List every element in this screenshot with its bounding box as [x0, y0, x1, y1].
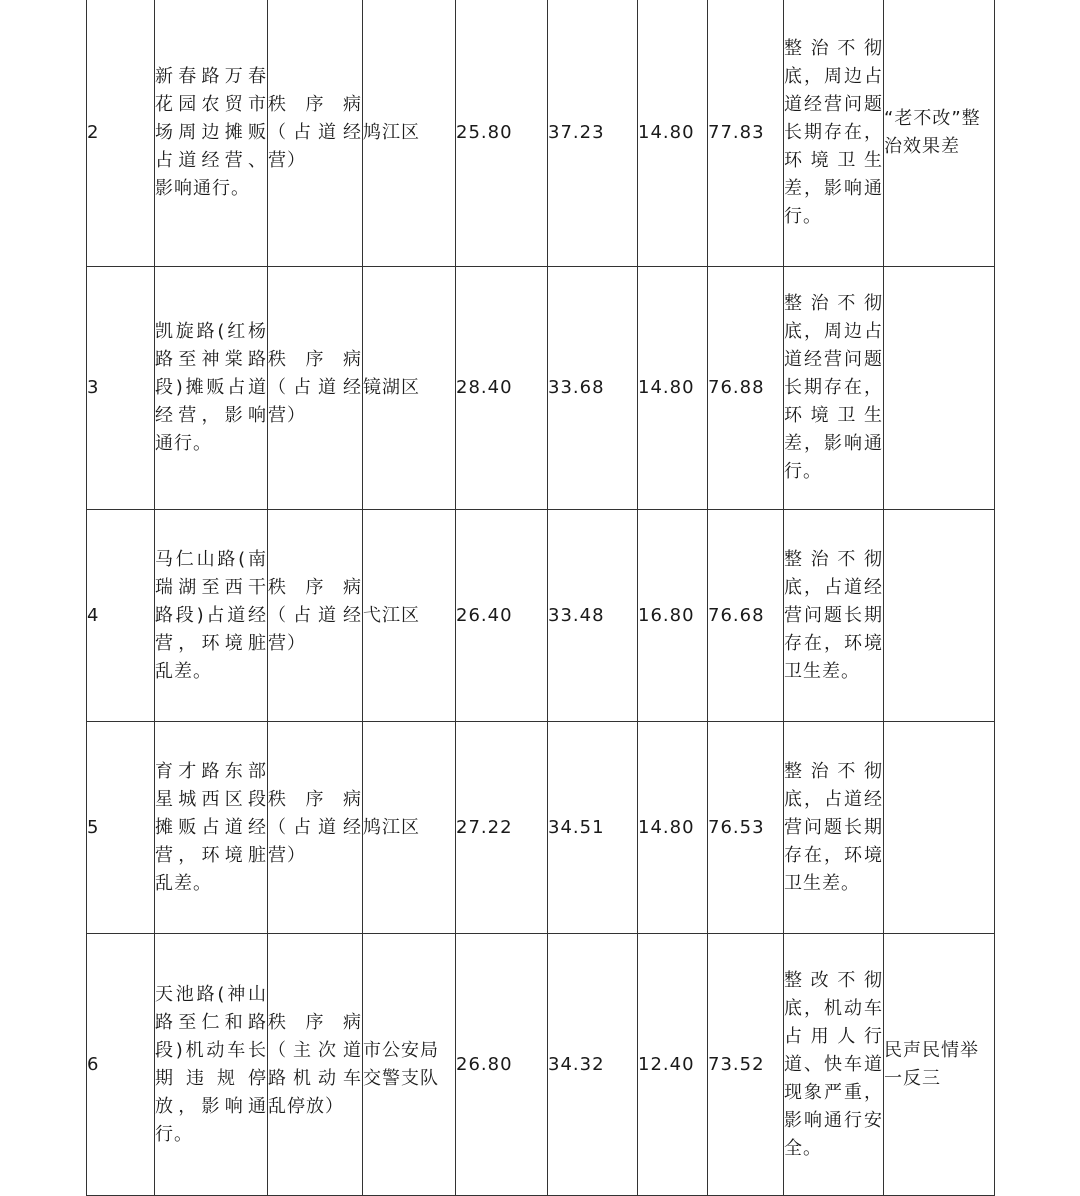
issue-type-cell: 秩序病（占道经营）: [268, 0, 363, 267]
row-number: 5: [87, 722, 155, 934]
total-score-cell: 76.88: [708, 267, 784, 510]
score-1-cell: 26.40: [456, 510, 548, 722]
total-score-cell: 77.83: [708, 0, 784, 267]
score-1-cell: 25.80: [456, 0, 548, 267]
note-cell: [884, 722, 995, 934]
location-cell: 凯旋路(红杨路至神棠路段)摊贩占道经营，影响通行。: [155, 267, 268, 510]
score-2-cell: 34.32: [548, 934, 638, 1196]
row-number: 6: [87, 934, 155, 1196]
district-cell: 市公安局交警支队: [363, 934, 456, 1196]
location-cell: 育才路东部星城西区段摊贩占道经营，环境脏乱差。: [155, 722, 268, 934]
location-cell: 马仁山路(南瑞湖至西干路段)占道经营，环境脏乱差。: [155, 510, 268, 722]
issue-type-cell: 秩序病（主次道路机动车乱停放）: [268, 934, 363, 1196]
total-score-cell: 76.53: [708, 722, 784, 934]
location-cell: 天池路(神山路至仁和路段)机动车长期违规停放，影响通行。: [155, 934, 268, 1196]
ranking-table: [86, 0, 995, 1196]
note-cell: 民声民情举一反三: [884, 934, 995, 1196]
district-cell: 弋江区: [363, 510, 456, 722]
row-number: 4: [87, 510, 155, 722]
note-cell: [884, 267, 995, 510]
score-3-cell: 14.80: [638, 0, 708, 267]
problem-cell: 整改不彻底，机动车占用人行道、快车道现象严重，影响通行安全。: [784, 934, 884, 1196]
location-cell: 新春路万春花园农贸市场周边摊贩占道经营、影响通行。: [155, 0, 268, 267]
table-row: [87, 510, 995, 722]
row-number: 3: [87, 267, 155, 510]
district-cell: 镜湖区: [363, 267, 456, 510]
problem-cell: 整治不彻底，周边占道经营问题长期存在，环境卫生差，影响通行。: [784, 267, 884, 510]
total-score-cell: 73.52: [708, 934, 784, 1196]
table-row: [87, 722, 995, 934]
score-1-cell: 26.80: [456, 934, 548, 1196]
score-2-cell: 34.51: [548, 722, 638, 934]
problem-cell: 整治不彻底，占道经营问题长期存在，环境卫生差。: [784, 722, 884, 934]
score-1-cell: 27.22: [456, 722, 548, 934]
problem-cell: 整治不彻底，占道经营问题长期存在，环境卫生差。: [784, 510, 884, 722]
score-2-cell: 33.48: [548, 510, 638, 722]
district-cell: 鸠江区: [363, 0, 456, 267]
issue-type-cell: 秩序病（占道经营）: [268, 267, 363, 510]
problem-cell: 整治不彻底，周边占道经营问题长期存在，环境卫生差，影响通行。: [784, 0, 884, 267]
table-row: [87, 0, 995, 267]
score-3-cell: 12.40: [638, 934, 708, 1196]
score-2-cell: 33.68: [548, 267, 638, 510]
total-score-cell: 76.68: [708, 510, 784, 722]
score-2-cell: 37.23: [548, 0, 638, 267]
note-cell: “老不改”整治效果差: [884, 0, 995, 267]
district-cell: 鸠江区: [363, 722, 456, 934]
score-3-cell: 14.80: [638, 722, 708, 934]
table-row: [87, 934, 995, 1196]
table-row: [87, 267, 995, 510]
issue-type-cell: 秩序病（占道经营）: [268, 722, 363, 934]
issue-type-cell: 秩序病（占道经营）: [268, 510, 363, 722]
note-cell: [884, 510, 995, 722]
score-1-cell: 28.40: [456, 267, 548, 510]
document-page: [86, 0, 994, 1196]
score-3-cell: 14.80: [638, 267, 708, 510]
score-3-cell: 16.80: [638, 510, 708, 722]
row-number: 2: [87, 0, 155, 267]
